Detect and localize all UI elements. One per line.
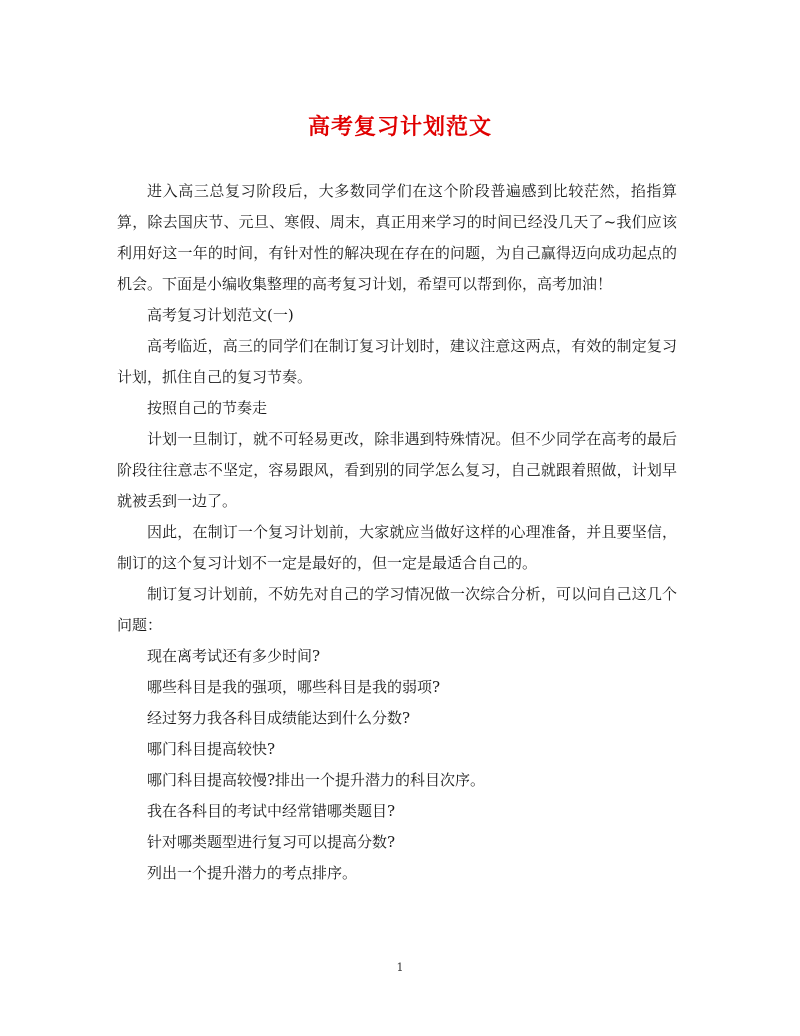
paragraph: 计划一旦制订，就不可轻易更改，除非遇到特殊情况。但不少同学在高考的最后阶段往往意志不坚定，容易跟风，看到别的同学怎么复习，自己就跟着照做，计划早就被丢到一边了。: [117, 430, 677, 510]
document-body: [117, 176, 677, 889]
question-item: 我在各科目的考试中经常错哪类题目?: [147, 802, 396, 820]
paragraph: 因此，在制订一个复习计划前，大家就应当做好这样的心理准备，并且要坚信，制订的这个复习计划不一定是最好的，但一定是最适合自己的。: [117, 523, 677, 572]
question-item: 经过努力我各科目成绩能达到什么分数?: [147, 709, 411, 727]
subheading: 按照自己的节奏走: [147, 399, 268, 417]
question-item: 哪门科目提高较快?: [147, 740, 276, 758]
page-title: 高考复习计划范文: [307, 114, 492, 140]
question-item: 哪些科目是我的强项，哪些科目是我的弱项?: [147, 678, 441, 696]
question-item: 针对哪类题型进行复习可以提高分数?: [147, 833, 396, 851]
paragraph: 制订复习计划前，不妨先对自己的学习情况做一次综合分析，可以问自己这几个问题：: [117, 585, 677, 634]
page-number: 1: [396, 961, 404, 974]
question-item: 哪门科目提高较慢?排出一个提升潜力的科目次序。: [147, 771, 486, 789]
paragraph-intro: 进入高三总复习阶段后，大多数同学们在这个阶段普遍感到比较茫然，掐指算算，除去国庆节、元旦、寒假、周末，真正用来学习的时间已经没几天了~我们应该利用好这一年的时间，有针对性的解决现在存在的问题，为自己赢得迈向成功起点的机会。下面是小编收集整理的高考复习计划，希望可以帮到你，高考加油！: [117, 182, 677, 293]
question-item: 现在离考试还有多少时间?: [147, 647, 321, 665]
section-heading: 高考复习计划范文(一): [147, 306, 294, 324]
question-item: 列出一个提升潜力的考点排序。: [147, 864, 358, 882]
paragraph: 高考临近，高三的同学们在制订复习计划时，建议注意这两点，有效的制定复习计划，抓住自己的复习节奏。: [117, 337, 677, 386]
